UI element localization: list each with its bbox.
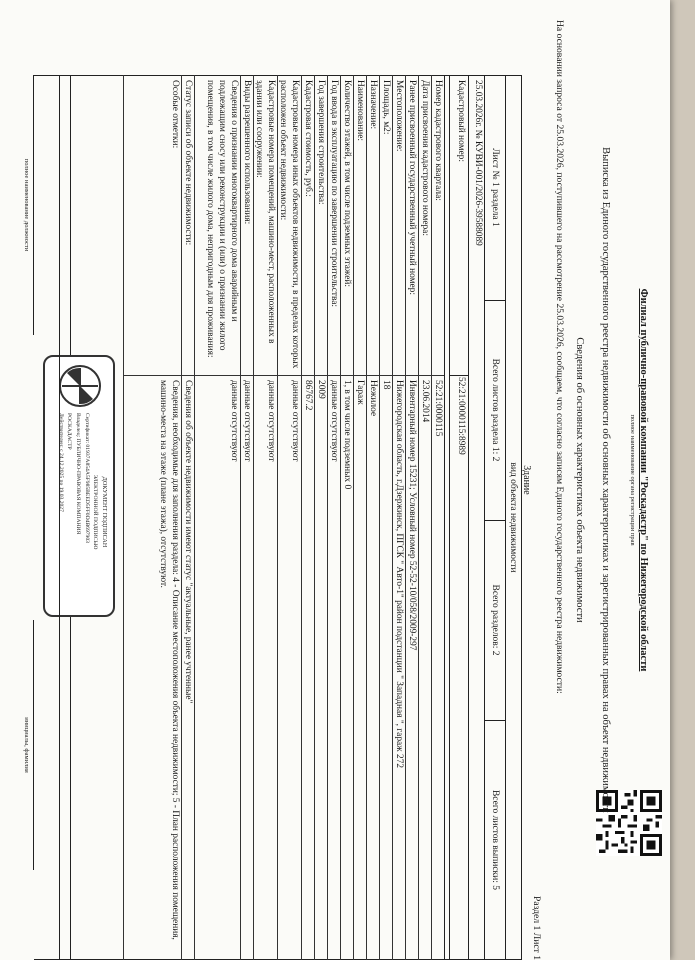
stamp-owner: Владелец: ПУБЛИЧНО-ПРАВОВАЯ КОМПАНИЯ: [75, 413, 82, 535]
row-value: данные отсутствуют: [290, 380, 300, 462]
cadastral-number-value: 52:21:0000115:8989: [456, 377, 466, 455]
sheets-in-section: Всего листов раздела 1: 2: [490, 358, 500, 462]
table-row: [418, 75, 431, 960]
table-row: [253, 75, 277, 960]
row-label: Год ввода в эксплуатацию по завершении строительства:: [329, 80, 339, 308]
row-label: Год завершения строительства:: [316, 80, 326, 205]
table-row: [392, 75, 405, 960]
row-value: 1, в том числе подземных 0: [342, 380, 352, 490]
electronic-signature-stamp: [43, 355, 115, 617]
row-label: Виды разрешенного использования:: [242, 80, 252, 225]
row-label: Ранее присвоенный государственный учетный номер:: [407, 80, 417, 295]
column-divider: [182, 375, 194, 376]
sheet-number: Лист № 1 раздела 1: [490, 148, 500, 227]
row-value: Сведения, необходимые для заполнения раздела: 4 - Описание местоположения объекта недвижимости; 5 - План расположения помещения, машино-места на этаже (плане этажа), отсутствуют.: [158, 380, 180, 940]
row-label: Количество этажей, в том числе подземных этажей:: [342, 80, 352, 288]
stamp-details: [56, 413, 109, 611]
row-value: данные отсутствуют: [329, 380, 339, 462]
table-row: [431, 75, 444, 960]
column-divider: [380, 375, 392, 376]
row-label: Площадь, м2:: [381, 80, 391, 135]
table-divider: [484, 75, 485, 960]
table-divider: [59, 75, 60, 960]
sections-total: Всего разделов: 2: [490, 584, 500, 656]
table-row: [353, 75, 366, 960]
row-value: Нежилое: [368, 380, 378, 417]
table-divider: [34, 75, 70, 76]
request-basis-text: На основании запроса от 25.03.2026, поступившего на рассмотрение 25.03.2026, сообщаем, что согласно записям Единого государственного реестра недвижимости:: [554, 20, 565, 694]
stamp-validity: Действителен: с 24.12.2025 по 19.03.2027: [57, 413, 64, 512]
row-label: Кадастровые номера иных объектов недвижимости, в пределах которых расположен объект недвижимости:: [278, 80, 300, 369]
stamp-title-1: ДОКУМЕНТ ПОДПИСАН: [101, 476, 108, 548]
table-divider: [449, 75, 450, 960]
column-divider: [367, 375, 379, 376]
row-value: данные отсутствуют: [229, 380, 239, 462]
column-divider: [354, 375, 366, 376]
organization-name: Филиал публично-правовой компании "Роскадастр" по Нижегородской области: [638, 288, 649, 672]
table-row: [301, 75, 314, 960]
sheets-total: Всего листов выписки: 5: [490, 789, 500, 891]
table-row: [314, 75, 327, 960]
object-kind-caption: вид объекта недвижимости: [508, 462, 518, 573]
table-row: [277, 75, 301, 960]
object-kind: Здание: [521, 465, 532, 495]
row-value: Нижегородская область, г.Дзержинск, ПГСК " Авто-1" район подстанции " Западная ", гараж 272: [394, 380, 404, 769]
table-row: [240, 75, 253, 960]
section-sheet-label: Раздел 1 Лист 1: [531, 895, 542, 960]
table-divider: [468, 75, 469, 960]
row-value: 2009: [316, 380, 326, 399]
row-value: 23.06.2014: [420, 380, 430, 423]
name-caption: инициалы, фамилия: [23, 717, 30, 773]
table-divider: [505, 75, 506, 960]
signature-line: [33, 620, 34, 870]
table-row: [405, 75, 418, 960]
table-row: [194, 75, 240, 960]
column-divider: [124, 375, 181, 376]
table-row: [327, 75, 340, 960]
row-value: 86767.2: [303, 380, 313, 411]
stamp-title-2: ЭЛЕКТРОННОЙ ПОДПИСЬЮ: [92, 474, 99, 550]
column-divider: [341, 375, 353, 376]
column-divider: [315, 375, 327, 376]
row-value: Гараж: [355, 380, 365, 405]
row-label: Сведения о признании многоквартирного дома аварийным и подлежащим сносу или реконструкции и (или) о признании жилого помещения, в том числе жилого дома, непригодным для проживания:: [205, 80, 239, 358]
row-value: данные отсутствуют: [266, 380, 276, 462]
column-divider: [328, 375, 340, 376]
table-row: [123, 75, 181, 960]
column-divider: [419, 375, 431, 376]
organization-caption: полное наименование органа регистрации прав: [629, 414, 636, 546]
row-label: Кадастровые номера помещений, машино-мест, расположенных в здании или сооружении:: [254, 80, 276, 344]
roskadastr-logo-icon: [57, 363, 103, 409]
row-label: Дата присвоения кадастрового номера:: [420, 80, 430, 236]
column-divider: [432, 375, 444, 376]
document-reference: 25.03.2026г. № КУВИ-001/2026-39588089: [473, 80, 483, 246]
row-value: 52:21:0000115: [433, 380, 443, 437]
stamp-certificate: Сертификат: 01937A854A5F985BEED5FF0D4B697903: [83, 413, 90, 543]
stamp-owner-2: РОСКАДАСТР: [66, 413, 73, 450]
row-label: Кадастровая стоимость, руб.:: [303, 80, 313, 197]
column-divider: [406, 375, 418, 376]
column-divider: [278, 375, 301, 376]
column-divider: [393, 375, 405, 376]
table-divider: [444, 75, 445, 960]
row-value: данные отсутствуют: [242, 380, 252, 462]
document-title: Выписка из Единого государственного реестра недвижимости об основных характеристиках и зарегистрированных правах на объект недвижимости: [600, 147, 611, 813]
column-divider: [241, 375, 253, 376]
column-divider: [302, 375, 314, 376]
row-label: Номер кадастрового квартала:: [433, 80, 443, 201]
row-value: Сведения об объекте недвижимости имеют статус "актуальные, ранее учтенные": [183, 380, 193, 704]
document-subtitle: Сведения об основных характеристиках объекта недвижимости: [574, 337, 585, 623]
table-row: [379, 75, 392, 960]
row-label: Назначение:: [368, 80, 378, 130]
row-label: Особые отметки:: [170, 80, 180, 149]
table-divider: [450, 375, 469, 376]
row-label: Местоположение:: [394, 80, 404, 152]
row-label: Статус записи об объекте недвижимости:: [183, 80, 193, 246]
table-row: [181, 75, 194, 960]
cadastral-number-label: Кадастровый номер:: [456, 80, 466, 162]
row-value: Инвентарный номер 15231; Условный номер 52-52-10/058/2009-297: [407, 380, 417, 651]
row-value: 18: [381, 380, 391, 390]
row-label: Наименование:: [355, 80, 365, 142]
column-divider: [195, 375, 240, 376]
signature-line: [33, 75, 34, 335]
position-caption: полное наименование должности: [23, 158, 30, 252]
table-row: [340, 75, 353, 960]
column-divider: [254, 375, 277, 376]
table-row: [366, 75, 379, 960]
